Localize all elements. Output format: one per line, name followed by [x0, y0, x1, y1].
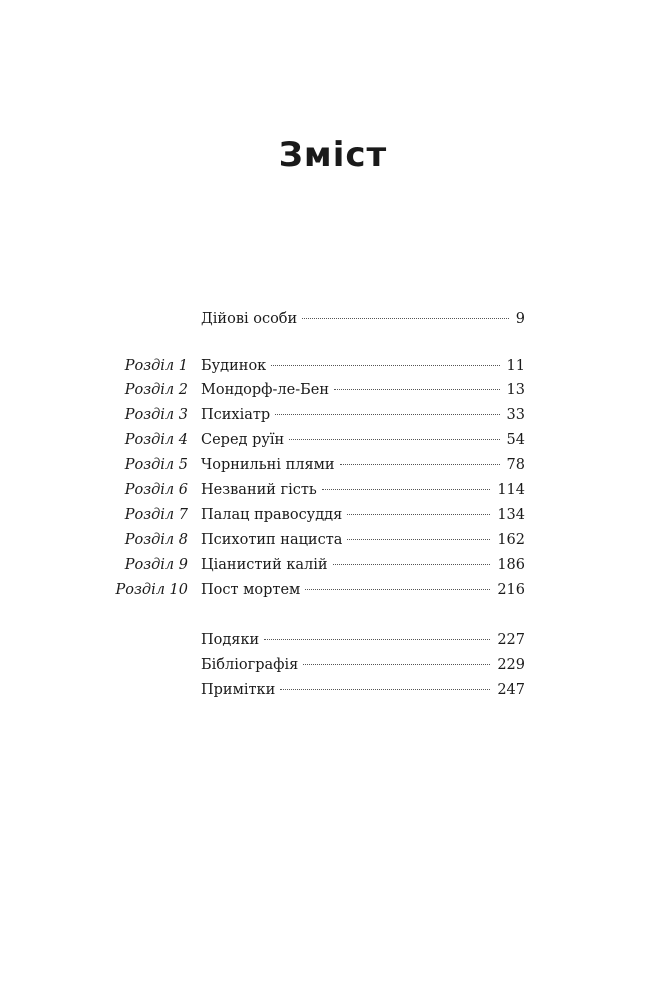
toc-page-number: 227: [497, 632, 525, 648]
toc-entry-title: Чорнильні плями: [201, 457, 335, 473]
dot-leader: [334, 389, 500, 390]
toc-entry-chapter[interactable]: [0, 403, 666, 427]
chapter-label: Розділ 4: [124, 432, 188, 448]
toc-entry-title: Примітки: [201, 682, 276, 698]
chapter-label: Розділ 3: [124, 407, 188, 423]
toc-entry-title: Серед руїн: [201, 432, 285, 448]
chapter-label: Розділ 2: [124, 382, 188, 398]
toc-entry-chapter[interactable]: [0, 503, 666, 527]
toc-entry-title: Подяки: [201, 632, 260, 648]
toc-entry-chapter[interactable]: [0, 578, 666, 602]
toc-entry-title: Пост мортем: [201, 582, 301, 598]
toc-entry-chapter[interactable]: [0, 378, 666, 402]
dot-leader: [303, 664, 490, 665]
dot-leader: [275, 414, 499, 415]
toc-entry-title: Психіатр: [201, 407, 271, 423]
chapter-label: Розділ 1: [124, 358, 188, 374]
page-title: Зміст: [278, 135, 388, 175]
toc-entry-title: Психотип нациста: [201, 532, 343, 548]
toc-entry-title: Мондорф-ле-Бен: [201, 382, 330, 398]
toc-page-number: 33: [506, 407, 525, 423]
toc-page-number: 162: [497, 532, 525, 548]
toc-entry-chapter[interactable]: [0, 428, 666, 452]
toc-page-number: 229: [497, 657, 525, 673]
toc-entry-back[interactable]: [0, 628, 666, 652]
dot-leader: [280, 689, 490, 690]
dot-leader: [305, 589, 490, 590]
toc-entry-chapter[interactable]: [0, 453, 666, 477]
toc-page-number: 216: [497, 582, 525, 598]
dot-leader: [340, 464, 500, 465]
dot-leader: [302, 318, 509, 319]
toc-entry-chapter[interactable]: [0, 553, 666, 577]
toc-entry-title: Палац правосуддя: [201, 507, 343, 523]
toc-entry-back[interactable]: [0, 653, 666, 677]
toc-entry-title: Ціанистий калій: [201, 557, 328, 573]
toc-page-number: 247: [497, 682, 525, 698]
toc-entry-front[interactable]: [0, 307, 666, 331]
chapter-label: Розділ 7: [124, 507, 188, 523]
toc-page-number: 114: [497, 482, 525, 498]
toc-entry-chapter[interactable]: [0, 478, 666, 502]
toc-page-number: 11: [506, 358, 525, 374]
chapter-label: Розділ 6: [124, 482, 188, 498]
chapter-label: Розділ 5: [124, 457, 188, 473]
dot-leader: [322, 489, 490, 490]
toc-page-number: 78: [506, 457, 525, 473]
toc-entry-title: Будинок: [201, 358, 267, 374]
chapter-label: Розділ 9: [124, 557, 188, 573]
toc-page-number: 54: [506, 432, 525, 448]
dot-leader: [271, 365, 499, 366]
dot-leader: [289, 439, 499, 440]
toc-entry-back[interactable]: [0, 678, 666, 702]
dot-leader: [333, 564, 491, 565]
toc-entry-title: Незваний гість: [201, 482, 317, 498]
toc-entry-title: Бібліографія: [201, 657, 299, 673]
dot-leader: [347, 514, 490, 515]
toc-page-number: 186: [497, 557, 525, 573]
toc-page-number: 134: [497, 507, 525, 523]
dot-leader: [347, 539, 490, 540]
toc-page-number: 13: [506, 382, 525, 398]
chapter-label: Розділ 10: [115, 582, 188, 598]
chapter-label: Розділ 8: [124, 532, 188, 548]
toc-entry-chapter[interactable]: [0, 528, 666, 552]
toc-page-number: 9: [515, 311, 525, 327]
toc-entry-chapter[interactable]: [0, 354, 666, 378]
toc-entry-title: Дійові особи: [201, 311, 298, 327]
dot-leader: [264, 639, 490, 640]
